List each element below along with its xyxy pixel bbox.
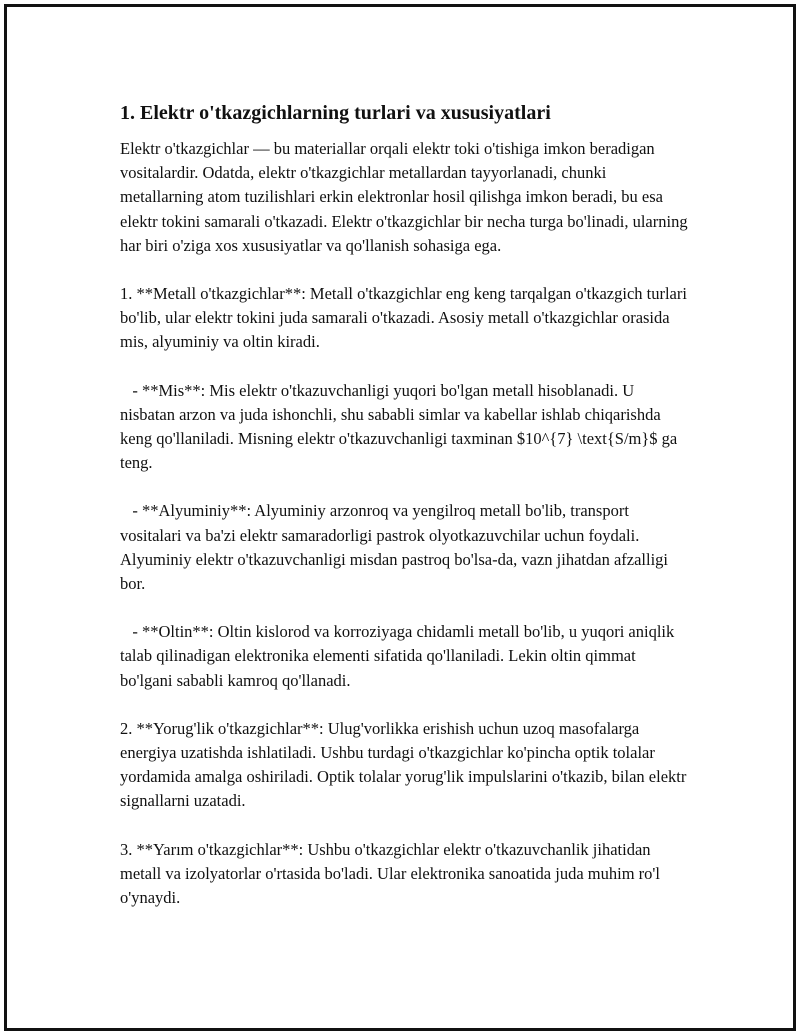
page-frame	[4, 4, 796, 1031]
paragraph-semiconductors: 3. **Yarım o'tkazgichlar**: Ushbu o'tkazgichlar elektr o'tkazuvchanlik jihatidan metall va izolyatorlar o'rtasida bo'ladi. Ular elektronika sanoatida juda muhim ro'l o'ynaydi.	[120, 839, 665, 908]
document-body	[120, 99, 692, 934]
paragraph-intro: Elektr o'tkazgichlar — bu materiallar orqali elektr toki o'tishiga imkon beradigan vositalardir. Odatda, elektr o'tkazgichlar metallardan tayyorlanadi, chunki metallarning atom tuzilishlari erkin elektronlar hosil qilishga imkon beradi, bu esa elektr tokini samarali o'tkazadi. Elektr o'tkazgichlar bir necha turga bo'linadi, ularning har biri o'ziga xos xususiyatlar va qo'llanish sohasiga ega.	[120, 139, 692, 255]
paragraph-metal-conductors: 1. **Metall o'tkazgichlar**: Metall o'tkazgichlar eng keng tarqalgan o'tkazgich turlari bo'lib, ular elektr tokini juda samarali o'tkazadi. Asosiy metall o'tkazgichlar orasida mis, alyuminiy va oltin kiradi.	[120, 284, 692, 352]
paragraph-gold: - **Oltin**: Oltin kislorod va korroziyaga chidamli metall bo'lib, u yuqori aniqlik talab qilinadigan elektronika elementi sifatida qo'llaniladi. Lekin oltin qimmat bo'lgani sababli kamroq qo'llanadi.	[120, 622, 679, 690]
document-title: 1. Elektr o'tkazgichlarning turlari va xususiyatlari	[120, 102, 551, 124]
paragraph-light-conductors: 2. **Yorug'lik o'tkazgichlar**: Ulug'vorlikka erishish uchun uzoq masofalarga energiya uzatishda ishlatiladi. Ushbu turdagi o'tkazgichlar ko'pincha optik tolalar yordamida amalga oshiriladi. Optik tolalar yorug'lik impulslarini o'tkazib, bilan elektr signallarni uzatadi.	[120, 718, 691, 811]
paragraph-aluminum: - **Alyuminiy**: Alyuminiy arzonroq va yengilroq metall bo'lib, transport vositalari va ba'zi elektr samaradorligi pastrok olyotkazuvchilar uchun foydali. Alyuminiy elektr o'tkazuvchanligi misdan pastroq bo'lsa-da, vazn jihatdan afzalligi bor.	[120, 501, 673, 594]
paragraph-copper: - **Mis**: Mis elektr o'tkazuvchanligi yuqori bo'lgan metall hisoblanadi. U nisbatan arzon va juda ishonchli, shu sababli simlar va kabellar ishlab chiqarishda keng qo'llaniladi. Misning elektr o'tkazuvchanligi taxminan $10^{7} \text{S/m}$ ga teng.	[120, 380, 682, 473]
